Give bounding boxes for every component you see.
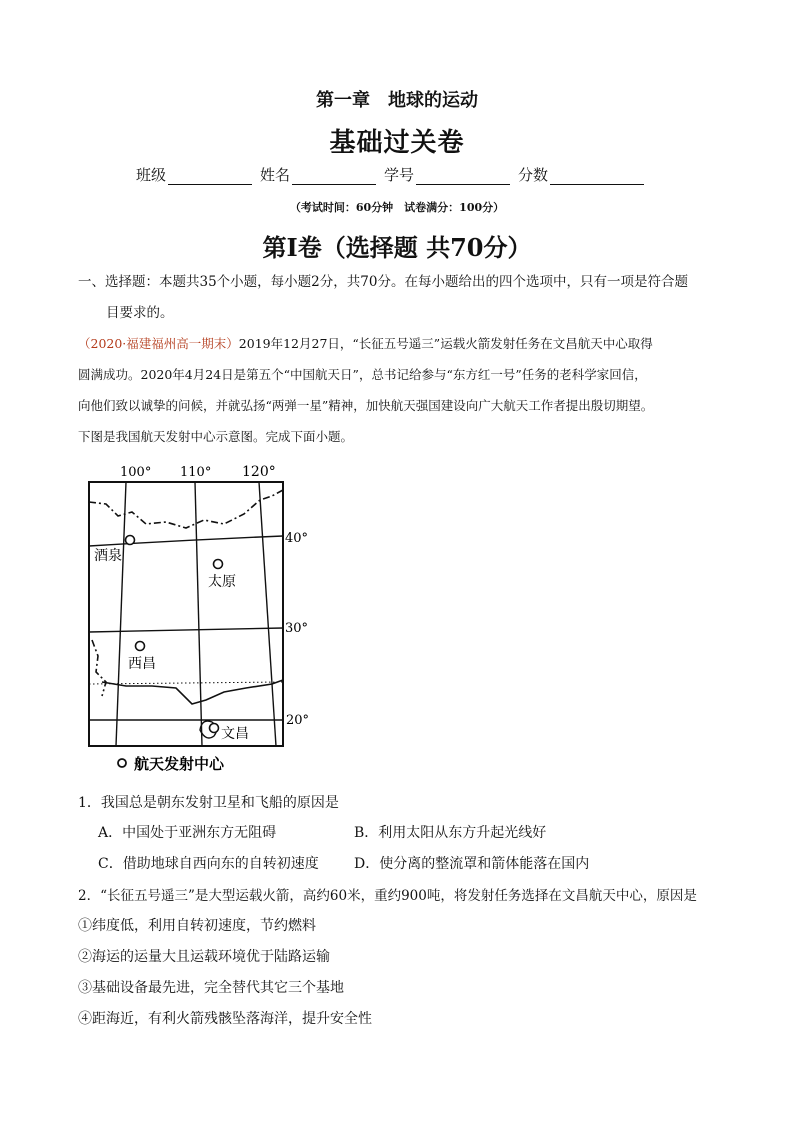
west-border — [92, 640, 106, 696]
legend-circle-icon — [118, 759, 126, 767]
section-title: 第Ⅰ卷（选择题 共70分） — [262, 233, 532, 262]
lat-label-40: 40° — [285, 531, 309, 546]
student-id-blank[interactable] — [416, 168, 510, 185]
north-border — [89, 490, 283, 528]
city-label-wenchang: 文昌 — [221, 726, 249, 742]
name-field[interactable] — [260, 164, 376, 185]
launch-center-xichang — [136, 642, 145, 651]
lon-label-110: 110° — [180, 465, 212, 480]
intro-line-1 — [78, 328, 730, 359]
latitude-30 — [89, 628, 283, 632]
longitude-120 — [259, 482, 276, 746]
q1-option-b[interactable]: B．利用太阳从东方升起光线好 — [354, 825, 547, 841]
q1-option-d[interactable]: D．使分离的整流罩和箭体能落在国内 — [354, 856, 590, 872]
question-intro — [78, 328, 730, 452]
city-label-taiyuan: 太原 — [208, 574, 236, 590]
chapter-heading: 第一章 地球的运动 — [316, 90, 478, 111]
q2-statement-1: ①纬度低，利用自转初速度，节约燃料 — [78, 918, 316, 934]
lon-label-120: 120° — [242, 464, 276, 480]
city-label-jiuquan: 酒泉 — [94, 548, 122, 564]
instructions-line-2: 目要求的。 — [106, 305, 174, 321]
intro-line-3: 向他们致以诚挚的问候，并就弘扬“两弹一星”精神，加快航天强国建设向广大航天工作者提出殷切期望。 — [78, 398, 654, 413]
launch-center-taiyuan — [214, 560, 223, 569]
launch-center-wenchang — [210, 724, 219, 733]
lat-label-20: 20° — [286, 713, 310, 728]
question-2-stem: 2．“长征五号遥三”是大型运载火箭，高约60米，重约900吨，将发射任务选择在文昌航天中心，原因是 — [78, 888, 697, 904]
class-label: 班级 — [136, 166, 167, 184]
score-field[interactable] — [518, 164, 644, 185]
intro-text-1: 2019年12月27日，“长征五号遥三”运载火箭发射任务在文昌航天中心取得 — [238, 336, 653, 351]
intro-line-2: 圆满成功。2020年4月24日是第五个“中国航天日”，总书记给参与“东方红一号”任务的老科学家回信， — [78, 367, 647, 382]
source-tag: （2020·福建福州高一期末） — [78, 336, 239, 351]
name-label: 姓名 — [260, 166, 291, 184]
instructions-line-1: 一、选择题：本题共35个小题，每小题2分，共70分。在每小题给出的四个选项中，只有一项是符合题 — [78, 274, 688, 290]
question-1-stem: 1．我国总是朝东发射卫星和飞船的原因是 — [78, 795, 339, 811]
q1-option-c[interactable]: C．借助地球自西向东的自转初速度 — [98, 856, 319, 872]
legend-label: 航天发射中心 — [134, 755, 225, 773]
class-blank[interactable] — [168, 168, 252, 185]
student-id-label: 学号 — [384, 166, 415, 184]
q1-option-a[interactable]: A．中国处于亚洲东方无阻碍 — [98, 825, 277, 841]
student-info-fields — [136, 164, 644, 185]
lon-label-100: 100° — [120, 465, 152, 480]
score-blank[interactable] — [550, 168, 644, 185]
exam-info: （考试时间：60分钟 试卷满分：100分） — [289, 201, 505, 214]
intro-line-4: 下图是我国航天发射中心示意图。完成下面小题。 — [78, 429, 354, 444]
score-label: 分数 — [518, 166, 549, 184]
lat-label-30: 30° — [285, 621, 309, 636]
q2-statement-2: ②海运的运量大且运载环境优于陆路运输 — [78, 949, 330, 965]
city-label-xichang: 西昌 — [128, 656, 156, 672]
launch-center-map — [76, 460, 310, 784]
section-instructions — [78, 267, 728, 329]
name-blank[interactable] — [292, 168, 376, 185]
q2-statement-4: ④距海近，有利火箭残骸坠落海洋，提升安全性 — [78, 1011, 372, 1027]
latitude-40 — [89, 536, 283, 546]
longitude-100 — [116, 482, 126, 746]
map-figure — [76, 460, 310, 780]
q2-statement-3: ③基础设备最先进，完全替代其它三个基地 — [78, 980, 344, 996]
student-id-field[interactable] — [384, 164, 510, 185]
paper-title: 基础过关卷 — [329, 128, 465, 158]
launch-center-jiuquan — [126, 536, 135, 545]
class-field[interactable] — [136, 164, 252, 185]
